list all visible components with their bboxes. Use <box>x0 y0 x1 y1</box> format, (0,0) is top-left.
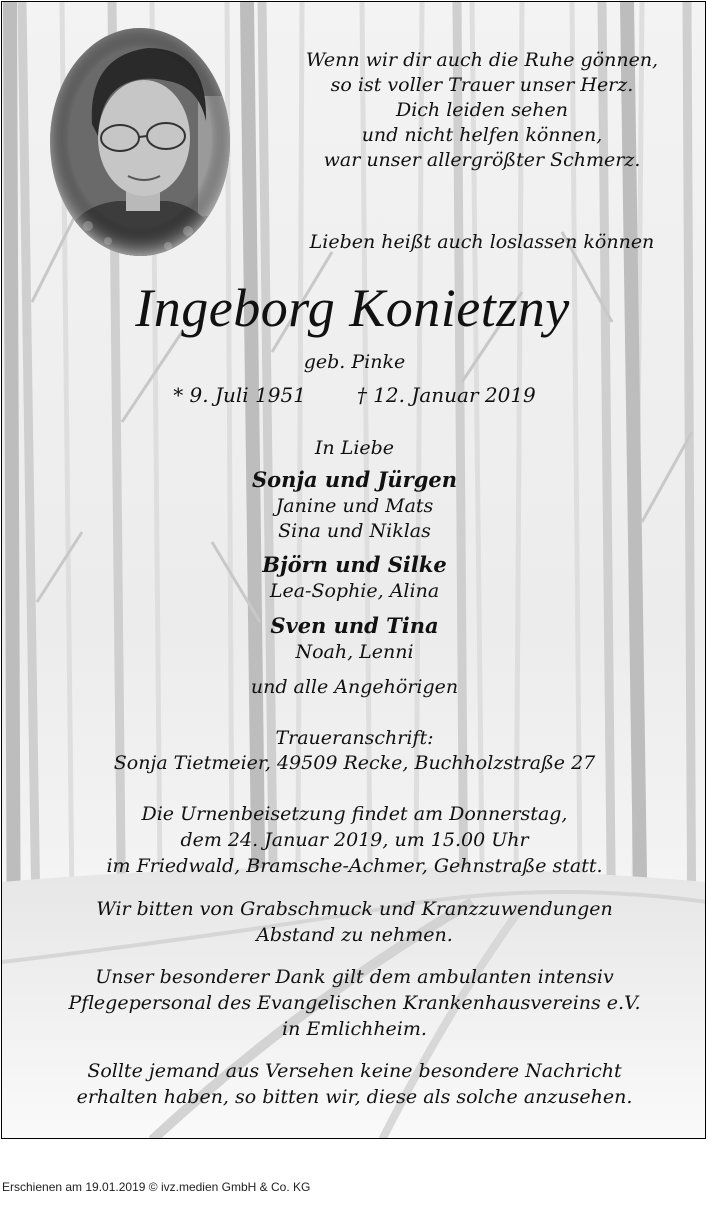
poem-line: war unser allergrößter Schmerz. <box>323 149 641 171</box>
notice-line: erhalten haben, so bitten wir, diese als solche anzusehen. <box>76 1086 633 1108</box>
family-member: Lea-Sophie, Alina <box>269 580 440 602</box>
family-head: Björn und Silke <box>262 552 447 577</box>
poem <box>252 48 706 173</box>
ceremony-line: im Friedwald, Bramsche-Achmer, Gehnstraße statt. <box>106 855 603 877</box>
birth-date: * 9. Juli 1951 <box>173 383 306 407</box>
family-member: Janine und Mats <box>275 495 434 517</box>
death-date: † 12. Januar 2019 <box>356 383 536 407</box>
portrait-photo <box>48 26 232 258</box>
thanks-line: Unser besonderer Dank gilt dem ambulanten intensiv <box>95 966 614 988</box>
family-head: Sven und Tina <box>270 613 439 638</box>
address-label: Traueranschrift: <box>275 727 434 749</box>
thanks-line: Pflegepersonal des Evangelischen Krankenhausvereins e.V. <box>68 992 641 1014</box>
publication-footer: Erschienen am 19.01.2019 © ivz.medien GmbH & Co. KG <box>2 1180 311 1194</box>
thanks-line: in Emlichheim. <box>282 1018 427 1040</box>
family-member: Sina und Niklas <box>278 520 431 542</box>
address: Sonja Tietmeier, 49509 Recke, Buchholzstraße 27 <box>113 752 596 774</box>
motto: Lieben heißt auch loslassen können <box>309 231 655 253</box>
family-head: Sonja und Jürgen <box>251 467 458 492</box>
poem-line: Wenn wir dir auch die Ruhe gönnen, <box>305 49 659 71</box>
ceremony-line: Die Urnenbeisetzung findet am Donnerstag, <box>141 803 568 825</box>
notice-line: Sollte jemand aus Versehen keine besondere Nachricht <box>87 1060 622 1082</box>
in-love: In Liebe <box>314 437 395 459</box>
relatives: und alle Angehörigen <box>250 676 459 698</box>
poem-line: so ist voller Trauer unser Herz. <box>330 74 634 96</box>
request-line: Wir bitten von Grabschmuck und Kranzzuwendungen <box>96 898 613 920</box>
obituary-frame <box>1 1 706 1139</box>
request-line: Abstand zu nehmen. <box>256 924 453 946</box>
birth-name: geb. Pinke <box>303 351 406 373</box>
family-member: Noah, Lenni <box>295 641 414 663</box>
poem-line: und nicht helfen können, <box>361 124 603 146</box>
ceremony-line: dem 24. Januar 2019, um 15.00 Uhr <box>180 829 529 851</box>
deceased-name: Ingeborg Konietzny <box>135 278 570 338</box>
poem-line: Dich leiden sehen <box>395 99 569 121</box>
life-dates <box>2 382 706 408</box>
